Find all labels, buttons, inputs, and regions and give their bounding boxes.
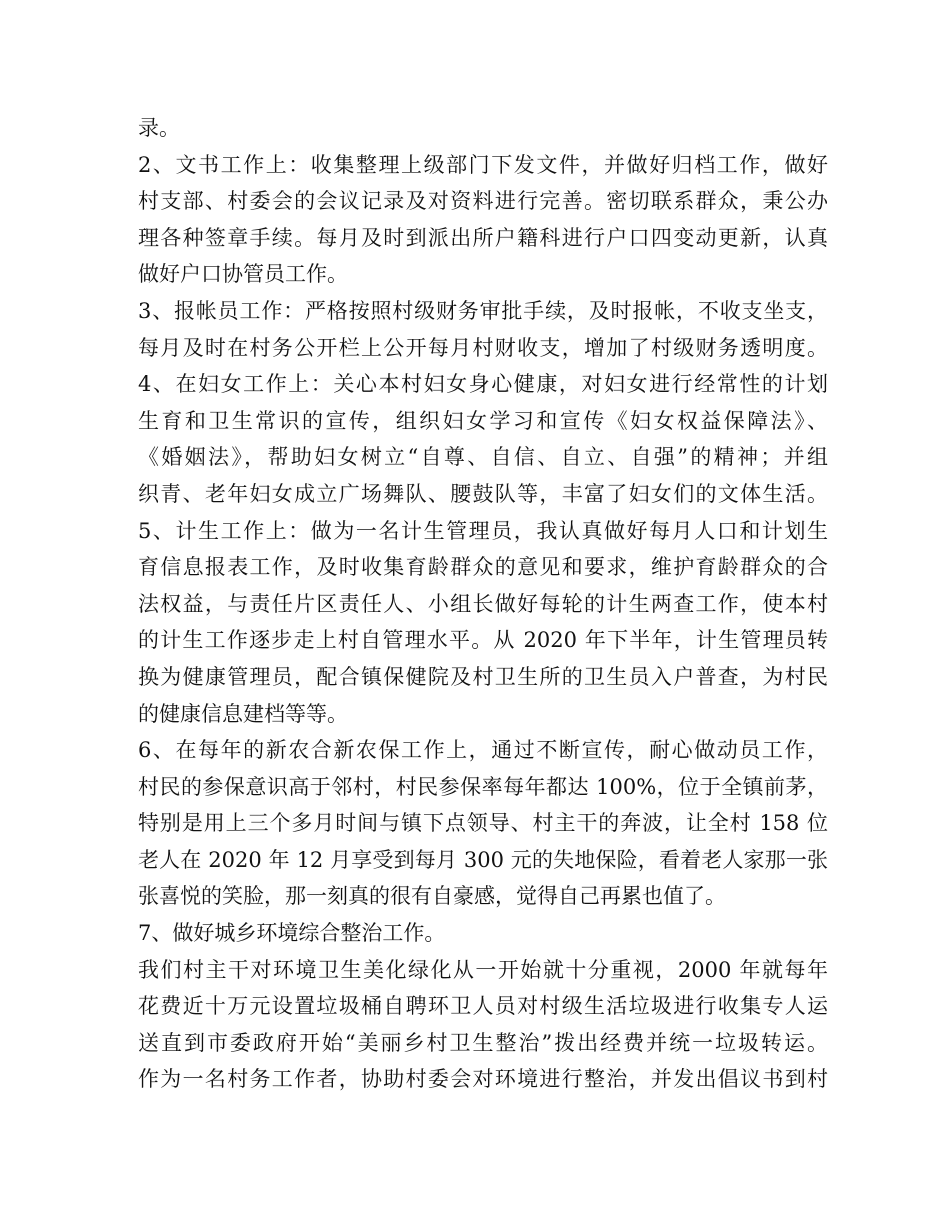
text-line: 织青、老年妇女成立广场舞队、腰鼓队等，丰富了妇女们的文体生活。 xyxy=(138,481,828,506)
text-line: 5、计生工作上：做为一名计生管理员，我认真做好每月人口和计划生 xyxy=(138,518,828,543)
text-line: 做好户口协管员工作。 xyxy=(138,262,348,287)
text-line: 换为健康管理员，配合镇保健院及村卫生所的卫生员入户普查，为村民 xyxy=(138,664,828,689)
text-line: 我们村主干对环境卫生美化绿化从一开始就十分重视，2000 年就每年 xyxy=(138,957,828,982)
text-line: 花费近十万元设置垃圾桶自聘环卫人员对村级生活垃圾进行收集专人运 xyxy=(138,994,828,1019)
text-line: 6、在每年的新农合新农保工作上，通过不断宣传，耐心做动员工作， xyxy=(138,738,828,763)
text-line: 理各种签章手续。每月及时到派出所户籍科进行户口四变动更新，认真 xyxy=(138,225,828,250)
text-line: 《婚姻法》，帮助妇女树立“自尊、自信、自立、自强”的精神；并组 xyxy=(138,445,828,470)
text-line: 每月及时在村务公开栏上公开每月村财收支，增加了村级财务透明度。 xyxy=(138,335,828,360)
text-line: 送直到市委政府开始“美丽乡村卫生整治”拨出经费并统一垃圾转运。 xyxy=(138,1030,828,1055)
text-line: 3、报帐员工作：严格按照村级财务审批手续，及时报帐，不收支坐支， xyxy=(138,298,828,323)
text-line: 4、在妇女工作上：关心本村妇女身心健康，对妇女进行经常性的计划 xyxy=(138,372,828,397)
text-line: 老人在 2020 年 12 月享受到每月 300 元的失地保险，看着老人家那一张 xyxy=(138,847,828,872)
text-line: 录。 xyxy=(138,116,180,140)
text-line: 的健康信息建档等等。 xyxy=(138,701,348,726)
text-line: 生育和卫生常识的宣传，组织妇女学习和宣传《妇女权益保障法》、 xyxy=(138,408,828,433)
text-line: 作为一名村务工作者，协助村委会对环境进行整治，并发出倡议书到村 xyxy=(138,1067,828,1092)
text-line: 村支部、村委会的会议记录及对资料进行完善。密切联系群众，秉公办 xyxy=(138,189,828,214)
text-line: 村民的参保意识高于邻村，村民参保率每年都达 100%，位于全镇前茅， xyxy=(138,774,828,799)
text-line: 2、文书工作上：收集整理上级部门下发文件，并做好归档工作，做好 xyxy=(138,152,828,177)
text-line: 的计生工作逐步走上村自管理水平。从 2020 年下半年，计生管理员转 xyxy=(138,628,828,653)
text-line: 7、做好城乡环境综合整治工作。 xyxy=(138,921,446,946)
text-line: 特别是用上三个多月时间与镇下点领导、村主干的奔波，让全村 158 位 xyxy=(138,811,828,836)
text-line: 法权益，与责任片区责任人、小组长做好每轮的计生两查工作，使本村 xyxy=(138,591,828,616)
text-line: 张喜悦的笑脸，那一刻真的很有自豪感，觉得自己再累也值了。 xyxy=(138,884,726,909)
text-line: 育信息报表工作，及时收集育龄群众的意见和要求，维护育龄群众的合 xyxy=(138,555,828,580)
document-body xyxy=(138,110,828,1098)
